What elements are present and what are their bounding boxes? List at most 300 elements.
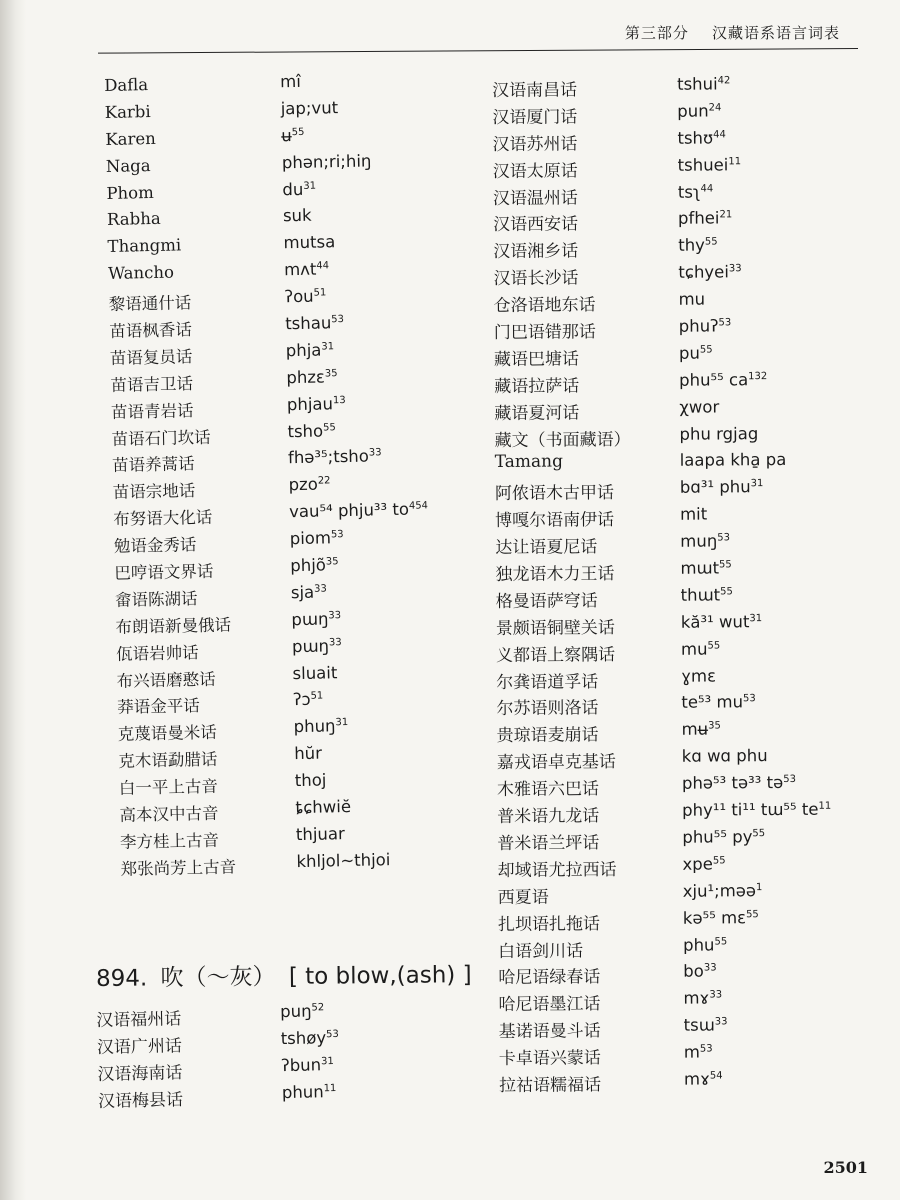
form-text: ʔou: [284, 286, 314, 307]
list-item: [106, 206, 312, 237]
list-item: [119, 824, 345, 855]
word-form: [683, 908, 759, 928]
form-text: phu⁵⁵ ca: [679, 370, 749, 390]
tone-superscript: 55: [704, 236, 718, 248]
word-form: [679, 343, 713, 362]
language-name: 拉祜语糯福话: [498, 1075, 602, 1096]
list-item: [493, 235, 718, 264]
word-form: [682, 827, 765, 847]
language-name: Karbi: [104, 101, 151, 122]
word-form: [289, 500, 428, 522]
language-name: 白一平上古音: [118, 776, 219, 798]
word-form: [681, 612, 762, 632]
word-form: [292, 636, 342, 656]
form-text: mʉ: [681, 719, 709, 740]
tone-superscript: 31: [303, 180, 317, 192]
language-name: 博嘎尔语南伊话: [495, 510, 615, 532]
word-form: [282, 179, 316, 199]
language-name: 布朗语新曼俄话: [115, 615, 232, 637]
list-item: [492, 155, 742, 184]
list-item: [495, 612, 763, 641]
list-item: [110, 393, 346, 425]
word-form: [680, 531, 730, 550]
list-item: [110, 367, 338, 398]
list-item: [107, 259, 330, 291]
list-item: [492, 208, 733, 238]
word-form: [683, 962, 716, 981]
form-text: mu: [680, 639, 708, 659]
language-name: 汉语西安话: [492, 214, 579, 236]
entry-list-left: [104, 71, 429, 883]
list-item: [493, 262, 742, 291]
tone-superscript: 33: [728, 263, 742, 275]
word-form: [292, 663, 337, 683]
form-text: kə⁵⁵ mɛ: [682, 907, 747, 928]
list-item: [107, 232, 336, 264]
form-text: thɯt: [680, 585, 721, 605]
language-name: 义都语上察隅话: [495, 644, 616, 666]
list-item: [97, 1055, 334, 1087]
tone-superscript: 11: [818, 800, 832, 812]
word-form: [682, 800, 831, 820]
list-item: [496, 773, 796, 802]
language-name: 卡卓语兴蒙话: [498, 1048, 601, 1070]
word-form: [288, 475, 330, 495]
tone-superscript: 31: [320, 1055, 334, 1068]
tone-superscript: 53: [742, 693, 756, 705]
word-form: [679, 370, 767, 390]
language-name: 门巴语错那话: [493, 322, 596, 344]
language-name: 尔苏语则洛话: [496, 698, 599, 720]
language-name: 汉语湘乡话: [493, 241, 579, 263]
language-name: 苗语养蒿话: [111, 454, 195, 476]
form-text: xju¹;məə: [682, 880, 757, 901]
word-form: [287, 421, 336, 441]
tone-superscript: 44: [316, 260, 330, 272]
form-text: suk: [282, 206, 312, 226]
list-item: [494, 370, 768, 399]
language-name: 藏语夏河话: [494, 403, 580, 424]
list-item: [118, 743, 323, 775]
word-form: [283, 206, 312, 226]
list-item: [497, 907, 759, 937]
tone-superscript: 55: [714, 935, 728, 947]
entry-heading: [96, 956, 478, 993]
tone-superscript: 55: [719, 559, 732, 571]
list-item: [495, 558, 732, 587]
language-name: Naga: [105, 155, 151, 176]
entry-list-new: [96, 1001, 339, 1113]
list-item: [495, 585, 733, 614]
list-item: [492, 74, 731, 103]
language-name: 克木语勐腊话: [118, 750, 218, 772]
word-form: [293, 716, 348, 736]
language-name: 哈尼语绿春话: [498, 967, 601, 989]
list-item: [494, 450, 787, 480]
word-form: [678, 290, 705, 309]
language-name: Wancho: [107, 262, 175, 284]
list-item: [114, 582, 327, 613]
form-text: mî: [279, 71, 302, 92]
language-name: 苗语枫香话: [109, 320, 193, 341]
language-name: 布兴语磨憨话: [116, 669, 216, 691]
form-text: mutsa: [283, 232, 336, 253]
tone-superscript: 454: [408, 500, 429, 512]
list-item: [104, 71, 302, 103]
tone-superscript: 55: [712, 855, 726, 867]
tone-superscript: 42: [717, 75, 731, 87]
form-text: ȶɕhwiĕ: [295, 797, 352, 818]
form-text: mʌt: [283, 259, 317, 280]
form-text: thy: [678, 235, 705, 256]
form-text: fhə³⁵;tsho: [287, 447, 370, 468]
tone-superscript: 31: [750, 478, 764, 490]
word-form: [284, 287, 326, 307]
tone-superscript: 55: [707, 640, 721, 652]
word-form: [684, 1069, 723, 1088]
language-name: 木雅语六巴话: [496, 779, 600, 801]
form-text: phuŋ: [293, 716, 336, 737]
word-form: [281, 1055, 334, 1075]
language-name: 藏语拉萨话: [494, 376, 580, 397]
form-text: khljol~thjoi: [296, 850, 391, 871]
tone-superscript: 55: [720, 586, 733, 598]
language-name: 苗语复员话: [109, 347, 193, 368]
form-text: tshuei: [677, 155, 729, 175]
word-form: [681, 693, 756, 713]
tone-superscript: 1: [755, 881, 763, 893]
word-form: [282, 151, 372, 172]
tone-superscript: 53: [330, 529, 344, 541]
form-text: ʔɔ: [292, 690, 311, 710]
list-item: [117, 716, 349, 748]
language-name: 巴哼语文界话: [114, 561, 214, 583]
language-name: 景颇语铜壁关话: [495, 617, 615, 639]
list-item: [493, 343, 713, 372]
word-form: [291, 609, 341, 629]
form-text: pu: [678, 343, 700, 363]
tone-superscript: 33: [328, 636, 342, 649]
form-text: phu rgjag: [679, 423, 759, 444]
word-form: [681, 666, 716, 685]
language-name: 嘉戎语卓克基话: [496, 752, 616, 774]
list-item: [498, 1015, 728, 1044]
language-name: 克蔑语曼米话: [117, 723, 217, 745]
list-item: [111, 421, 336, 452]
tone-superscript: 33: [328, 609, 342, 622]
tone-superscript: 11: [728, 155, 742, 168]
list-item: [498, 961, 717, 990]
list-item: [495, 504, 708, 533]
tone-superscript: 53: [717, 532, 731, 544]
word-form: [680, 558, 731, 577]
list-item: [494, 477, 764, 506]
language-name: 汉语梅县话: [97, 1089, 184, 1112]
language-name: 佤语岩帅话: [115, 642, 199, 664]
word-form: [681, 639, 720, 658]
list-item: [497, 827, 766, 856]
list-item: [496, 666, 717, 695]
list-item: [496, 692, 756, 722]
form-text: tshui: [676, 74, 718, 94]
form-text: mɯt: [680, 558, 720, 578]
language-name: 汉语广州话: [96, 1036, 183, 1058]
list-item: [116, 662, 338, 694]
word-form: [290, 528, 344, 548]
language-name: 普米语兰坪话: [497, 833, 600, 854]
list-item: [96, 1001, 325, 1033]
form-text: hŭr: [294, 743, 323, 764]
form-text: phu⁵⁵ py: [682, 827, 753, 847]
form-text: puŋ: [279, 1001, 312, 1022]
tone-superscript: 53: [783, 774, 796, 786]
form-text: mɤ: [683, 988, 710, 1008]
word-form: [682, 746, 768, 766]
entry-headword: 吹（～灰）: [160, 964, 276, 992]
list-item: [120, 850, 391, 882]
word-form: [281, 98, 339, 118]
list-item: [495, 639, 721, 668]
tone-superscript: 55: [322, 421, 336, 434]
list-item: [108, 286, 327, 318]
form-text: jap;vut: [280, 97, 339, 119]
word-form: [680, 450, 787, 470]
language-name: 格曼语萨穹话: [495, 591, 598, 612]
header-section: 第三部分: [624, 24, 689, 42]
tone-superscript: 33: [714, 1016, 728, 1028]
tone-superscript: 44: [700, 183, 714, 195]
form-text: sluait: [292, 662, 338, 683]
tone-superscript: 24: [708, 102, 722, 114]
header-book-title: 汉藏语系语言词表: [711, 24, 840, 42]
word-form: [683, 989, 722, 1008]
word-form: [679, 424, 758, 444]
word-form: [682, 854, 725, 873]
form-text: du: [282, 179, 304, 199]
word-form: [678, 262, 741, 281]
form-text: phuʔ: [678, 316, 719, 336]
list-item: [117, 690, 324, 721]
language-name: 苗语石门坎话: [111, 427, 211, 449]
word-form: [683, 935, 727, 954]
list-item: [497, 854, 726, 883]
language-name: 汉语福州话: [96, 1009, 182, 1031]
tone-superscript: 33: [368, 447, 382, 460]
tone-superscript: 51: [310, 691, 324, 703]
list-item: [114, 555, 339, 587]
tone-superscript: 53: [325, 1028, 339, 1041]
language-name: Dafla: [104, 75, 149, 95]
language-name: 尔龚语道孚话: [496, 671, 599, 693]
list-item: [96, 1028, 339, 1060]
form-text: bo: [683, 961, 704, 982]
language-name: 汉语温州话: [492, 187, 578, 209]
word-form: [284, 260, 329, 280]
tone-superscript: 35: [325, 556, 339, 568]
tone-superscript: 53: [331, 314, 345, 326]
tone-superscript: 52: [311, 1002, 325, 1014]
language-name: 汉语太原话: [492, 161, 578, 182]
list-item: [494, 423, 759, 453]
list-item: [109, 340, 335, 371]
tone-superscript: 53: [699, 1043, 713, 1055]
word-form: [280, 72, 301, 91]
language-name: 苗语青岩话: [110, 400, 194, 422]
word-form: [678, 182, 714, 201]
form-text: χwor: [679, 397, 720, 417]
form-text: tsɯ: [683, 1015, 715, 1035]
word-form: [285, 313, 344, 333]
word-form: [678, 209, 732, 228]
word-form: [678, 155, 742, 174]
form-text: thoj: [294, 770, 327, 791]
tone-superscript: 22: [317, 475, 331, 487]
word-form: [293, 690, 324, 710]
language-name: 汉语苏州话: [492, 134, 578, 155]
language-name: Karen: [105, 128, 156, 149]
list-item: [111, 447, 382, 479]
list-item: [496, 719, 721, 748]
form-text: phjõ: [290, 555, 327, 576]
word-form: [677, 74, 730, 93]
list-item: [498, 1069, 723, 1098]
list-item: [498, 988, 723, 1017]
language-name: 贵琼语麦崩话: [496, 725, 599, 747]
language-name: 扎坝语扎拖话: [497, 913, 600, 935]
word-form: [681, 585, 733, 604]
language-name: Phom: [106, 182, 154, 203]
language-name: 汉语厦门话: [492, 107, 578, 128]
form-text: phun: [281, 1081, 324, 1102]
list-item: [494, 397, 720, 426]
language-name: 藏文（书面藏语）: [494, 429, 631, 451]
form-text: phu: [683, 934, 715, 955]
list-item: [492, 128, 726, 157]
form-text: pfhei: [677, 208, 720, 229]
list-item: [492, 182, 714, 211]
form-text: phə⁵³ tə³³ tə: [681, 773, 784, 793]
word-form: [286, 340, 335, 360]
tone-superscript: 44: [713, 129, 726, 141]
language-name: 仓洛语地东话: [493, 295, 596, 317]
word-form: [677, 128, 726, 147]
tone-superscript: 31: [749, 612, 763, 625]
language-name: 苗语宗地话: [112, 481, 196, 503]
word-form: [287, 394, 346, 414]
list-item: [109, 313, 345, 345]
word-form: [286, 367, 338, 387]
tone-superscript: 21: [719, 209, 733, 221]
list-item: [105, 125, 305, 156]
word-form: [679, 397, 719, 416]
language-name: 阿侬语木古甲话: [494, 483, 614, 505]
form-text: tshʊ: [677, 128, 714, 148]
tone-superscript: 55: [699, 344, 713, 356]
language-name: 西夏语: [497, 887, 549, 908]
language-name: 达让语夏尼话: [495, 537, 598, 559]
word-form: [682, 773, 796, 793]
language-name: 畲语陈湖话: [114, 589, 198, 610]
running-header: [600, 22, 840, 43]
list-item: [104, 97, 339, 129]
form-text: ɣmɛ: [681, 666, 717, 686]
language-name: 哈尼语墨江话: [498, 994, 601, 1016]
list-item: [495, 531, 731, 560]
word-form: [288, 447, 382, 468]
word-form: [296, 850, 390, 871]
form-text: mit: [679, 504, 708, 524]
form-text: mɤ: [683, 1069, 710, 1089]
entry-number: 894.: [95, 965, 148, 992]
word-form: [683, 881, 763, 901]
tone-superscript: 51: [313, 287, 327, 299]
page-number: 2501: [823, 1158, 868, 1177]
form-text: tshøy: [280, 1028, 327, 1049]
language-name: 李方桂上古音: [119, 830, 220, 852]
entry-list-right: [492, 74, 832, 1098]
form-text: phja: [285, 340, 322, 361]
entry-gloss: [ to blow,(ash) ]: [288, 962, 472, 990]
form-text: phzɛ: [286, 367, 326, 388]
word-form: [680, 505, 707, 524]
tone-superscript: 33: [709, 989, 723, 1001]
page-gutter-shadow: [0, 0, 26, 1200]
word-form: [677, 101, 721, 120]
word-form: [281, 126, 305, 145]
word-form: [680, 477, 764, 497]
form-text: sja: [290, 582, 315, 603]
language-name: 汉语长沙话: [493, 268, 579, 290]
list-item: [97, 1081, 337, 1114]
language-name: 普米语九龙话: [497, 806, 600, 828]
tone-superscript: 54: [709, 1070, 723, 1082]
word-form: [678, 236, 718, 255]
language-name: Thangmi: [107, 235, 182, 257]
tone-superscript: 11: [323, 1082, 337, 1094]
form-text: tsʅ: [677, 182, 701, 202]
language-name: 白语剑川话: [498, 940, 584, 962]
form-text: phən;ri;hiŋ: [281, 151, 372, 172]
language-name: Rabha: [106, 209, 161, 230]
word-form: [291, 582, 327, 602]
word-form: [295, 797, 351, 817]
word-form: [281, 1028, 340, 1048]
tone-superscript: 31: [335, 717, 349, 729]
list-item: [498, 1042, 713, 1071]
language-name: 独龙语木力王话: [495, 564, 615, 586]
list-item: [497, 799, 832, 829]
form-text: laapa kha̱ pa: [679, 450, 787, 471]
word-form: [295, 771, 327, 791]
language-name: 基诺语曼斗话: [498, 1021, 601, 1043]
form-text: muŋ: [680, 531, 718, 551]
list-item: [493, 289, 706, 318]
form-text: pɯŋ: [291, 609, 329, 630]
list-item: [497, 880, 763, 910]
word-form: [290, 555, 339, 575]
language-name: 藏语巴塘话: [493, 349, 580, 370]
word-form: [684, 1043, 713, 1062]
form-text: pzo: [288, 474, 319, 495]
language-name: 勉语金秀话: [113, 535, 197, 557]
list-item: [115, 636, 342, 667]
form-text: tsho: [287, 421, 324, 441]
list-item: [119, 797, 352, 828]
form-text: pun: [677, 101, 709, 121]
form-text: tɕhyei: [678, 262, 729, 282]
language-name: 汉语海南话: [97, 1062, 183, 1085]
form-text: xpe: [682, 854, 713, 874]
